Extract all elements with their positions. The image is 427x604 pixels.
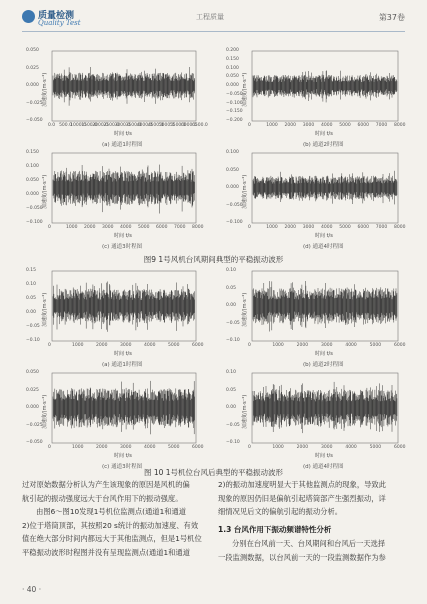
x-tick-label: 5000 [339, 225, 351, 230]
figure9-panel-2 [22, 152, 202, 252]
waveform-signal [253, 70, 397, 102]
y-tick-label: 0.15 [26, 268, 37, 273]
y-tick-label: −0.05 [26, 324, 40, 329]
figure9-panel-3 [222, 152, 404, 252]
y-tick-label: 0.00 [26, 310, 37, 315]
y-tick-label: 0.00 [226, 405, 237, 410]
subfigure-caption: (b) 通道2时程图 [303, 142, 344, 148]
x-tick-label: 2000 [96, 445, 108, 450]
figure10-panel-1 [222, 270, 404, 370]
x-axis-label: 时间 t/s [315, 351, 333, 357]
y-tick-label: 0.050 [26, 370, 39, 375]
x-tick-label: 1000 [272, 445, 284, 450]
text-line: 一段监测数据，以台风前一天的一段监测数据作为参 [218, 552, 386, 562]
y-tick-label: −0.100 [226, 100, 243, 106]
journal-logo-icon [22, 10, 35, 23]
y-tick-label: 0.050 [26, 48, 39, 53]
y-tick-label: 0.000 [226, 185, 239, 190]
x-tick-label: 2000 [296, 445, 309, 450]
y-tick-label: 0.050 [226, 74, 239, 80]
text-line: 2)的振动加速度明显大于其他监测点的现象，导致此 [218, 480, 387, 489]
x-tick-label: 6000 [394, 343, 406, 348]
text-line: 由图6～图10发现1号机位监测点(通道1和通道 [36, 507, 187, 516]
x-tick-label: 4000 [345, 445, 357, 450]
y-tick-label: 0.000 [26, 405, 39, 410]
text-line: 现象的原因仍旧是偏航引起塔筒部产生强烈振动，详 [218, 493, 386, 503]
y-tick-label: −0.050 [26, 440, 43, 445]
x-tick-label: 0 [48, 445, 51, 450]
waveform-plot [222, 372, 404, 444]
x-axis-label: 时间 t/s [315, 131, 333, 137]
figure9-panel-0 [22, 48, 208, 150]
y-tick-label: 0.00 [226, 303, 237, 308]
x-tick-label: 0 [48, 343, 51, 348]
waveform-plot [22, 270, 202, 342]
y-tick-label: 0.100 [226, 150, 239, 155]
x-tick-label: 2000 [96, 343, 108, 348]
y-tick-label: −0.200 [226, 118, 243, 123]
y-tick-label: 0.05 [226, 387, 237, 393]
journal-name-cn: 质量检测 [38, 11, 75, 21]
y-tick-label: 0.10 [226, 370, 237, 375]
waveform-signal [253, 281, 397, 332]
waveform-signal [253, 382, 397, 433]
x-axis-label: 时间 t/s [315, 233, 333, 239]
waveform-plot [222, 152, 404, 224]
figure9-panel-1 [222, 50, 404, 150]
y-tick-label: 0.050 [226, 167, 239, 173]
subfigure-caption: (c) 通道3时程图 [102, 244, 143, 250]
y-tick-label: −0.025 [26, 100, 43, 106]
x-axis-label: 时间 t/s [114, 453, 132, 459]
y-axis-label: 加速度/(m·s⁻²) [42, 72, 48, 107]
x-tick-label: 5000 [138, 225, 150, 230]
x-tick-label: 0 [248, 445, 251, 450]
y-tick-label: −0.10 [26, 338, 40, 343]
text-line: 分别在台风前一天、台风期间和台风后一天选择 [232, 539, 386, 548]
figure-9-caption: 图9 1号风机台风期间典型的平稳振动波形 [143, 255, 284, 264]
x-tick-label: 5000 [168, 343, 180, 348]
x-tick-label: 500.0 [59, 123, 72, 128]
x-tick-label: 4000 [345, 343, 357, 348]
x-tick-label: 7000 [174, 225, 186, 230]
x-tick-label: 3000 [321, 445, 333, 450]
x-tick-label: 4000.0 [136, 123, 153, 128]
x-axis-label: 时间 t/s [114, 233, 132, 239]
y-tick-label: −0.050 [26, 206, 43, 211]
waveform-signal [53, 67, 195, 106]
text-line: 细情况见后文的偏航引起的振动分析。 [218, 507, 343, 516]
section-title-header: 工程质量 [196, 13, 224, 21]
body-text-right [218, 478, 386, 519]
x-tick-label: 2500.0 [103, 123, 120, 128]
x-tick-label: 2000 [284, 123, 296, 128]
x-tick-label: 0.0 [48, 123, 56, 128]
y-tick-label: 0.150 [226, 56, 239, 62]
x-tick-label: 4000 [321, 225, 333, 230]
text-line: 过对原始数据分析认为产生该现象的原因是风机的偏 [22, 480, 190, 489]
x-axis-label: 时间 t/s [114, 351, 132, 357]
x-tick-label: 4500.0 [147, 123, 164, 128]
figure10-panel-3 [222, 372, 404, 472]
subfigure-caption: (c) 通道3时程图 [102, 464, 143, 470]
y-tick-label: 0.150 [26, 150, 39, 155]
y-tick-label: −0.100 [26, 220, 43, 225]
journal-name-en: Quality Test [38, 19, 81, 27]
text-line: 值在绝大部分时间内都远大于其他监测点，但是1号机位 [22, 534, 202, 543]
section-heading: 1.3 台风作用下振动频谱特性分析 [218, 525, 332, 534]
subfigure-caption: (a) 通道1时程图 [102, 142, 143, 148]
x-tick-label: 0 [248, 343, 251, 348]
header-divider [22, 31, 405, 32]
x-tick-label: 5000.0 [158, 123, 175, 128]
y-tick-label: 0.10 [26, 282, 37, 287]
x-tick-label: 1000 [72, 445, 84, 450]
waveform-plot [22, 372, 202, 444]
x-tick-label: 2000 [284, 225, 296, 230]
body-text-left [22, 478, 202, 559]
y-tick-label: −0.10 [226, 440, 240, 445]
waveform-signal [53, 381, 195, 434]
x-tick-label: 1000 [66, 225, 78, 230]
x-axis-label: 时间 t/s [114, 131, 132, 137]
figure10-panel-0 [22, 270, 202, 370]
x-tick-label: 5000 [369, 445, 382, 450]
x-tick-label: 4000 [144, 445, 156, 450]
waveform-plot [22, 50, 202, 122]
waveform-plot [222, 270, 404, 342]
waveform-plot [22, 152, 202, 224]
x-tick-label: 5000 [168, 445, 180, 450]
y-axis-label: 加速度/(m·s⁻²) [242, 174, 248, 209]
subfigure-caption: (a) 通道1时程图 [102, 362, 143, 368]
x-tick-label: 4000 [321, 123, 333, 128]
waveform-signal [253, 171, 397, 205]
x-tick-label: 2000 [296, 343, 309, 348]
y-tick-label: −0.050 [26, 118, 43, 123]
y-tick-label: 0.050 [26, 178, 39, 183]
x-tick-label: 6500.0 [192, 123, 208, 128]
waveform-signal [53, 282, 195, 332]
x-tick-label: 6000.0 [180, 123, 197, 128]
text-line: 航引起的振动强度远大于台风作用下的振动强度。 [22, 493, 183, 503]
x-tick-label: 5000 [339, 123, 351, 128]
x-tick-label: 3000 [120, 343, 132, 348]
x-tick-label: 2000 [84, 225, 96, 230]
x-tick-label: 8000 [394, 123, 406, 128]
y-tick-label: −0.100 [226, 220, 243, 225]
body-text-right-2 [218, 537, 386, 564]
y-axis-label: 加速度/(m·s⁻²) [42, 394, 48, 429]
x-tick-label: 3000 [102, 225, 114, 230]
x-tick-label: 8000 [192, 225, 204, 230]
x-tick-label: 2000.0 [92, 123, 109, 128]
y-axis-label: 加速度/(m·s⁻²) [242, 72, 248, 107]
y-tick-label: 0.000 [26, 83, 39, 88]
x-tick-label: 0 [48, 225, 51, 230]
x-tick-label: 3000 [120, 445, 132, 450]
y-tick-label: 0.025 [26, 65, 39, 71]
y-tick-label: −0.10 [226, 338, 240, 343]
text-line: 2)位于塔筒顶部，其按照20 s统计的振动加速度、有效 [22, 520, 199, 530]
figure10-panel-2 [22, 372, 202, 472]
page-number: · 40 · [22, 585, 42, 594]
x-tick-label: 4000 [144, 343, 156, 348]
x-tick-label: 3000.0 [114, 123, 131, 128]
subfigure-caption: (d) 通道4时程图 [303, 244, 344, 250]
x-tick-label: 0 [248, 225, 251, 230]
x-tick-label: 4000 [120, 225, 132, 230]
x-tick-label: 5000 [369, 343, 382, 348]
y-tick-label: −0.050 [226, 202, 243, 208]
y-tick-label: −0.025 [26, 422, 43, 428]
y-tick-label: −0.05 [226, 422, 240, 428]
y-axis-label: 加速度/(m·s⁻²) [42, 174, 48, 209]
x-tick-label: 6000 [357, 225, 369, 230]
subfigure-caption: (b) 通道2时程图 [303, 362, 344, 368]
y-tick-label: 0.05 [226, 285, 237, 291]
waveform-plot [222, 50, 404, 122]
x-tick-label: 3000 [302, 225, 315, 230]
x-tick-label: 0 [248, 123, 251, 128]
y-axis-label: 加速度/(m·s⁻²) [242, 292, 248, 327]
x-tick-label: 6000 [192, 343, 204, 348]
x-tick-label: 3000 [302, 123, 315, 128]
y-tick-label: 0.100 [226, 65, 239, 71]
y-tick-label: −0.050 [226, 91, 243, 97]
x-tick-label: 1000.0 [70, 123, 86, 128]
x-tick-label: 6000 [357, 123, 369, 128]
y-tick-label: 0.000 [26, 192, 39, 197]
y-tick-label: 0.200 [226, 48, 239, 53]
y-axis-label: 加速度/(m·s⁻²) [42, 292, 48, 327]
page-header [0, 0, 427, 38]
y-tick-label: −0.150 [226, 109, 243, 115]
x-tick-label: 3500.0 [125, 123, 142, 128]
y-axis-label: 加速度/(m·s⁻²) [242, 394, 248, 429]
x-tick-label: 1000 [266, 123, 278, 128]
x-tick-label: 6000 [192, 445, 204, 450]
x-tick-label: 6000 [394, 445, 406, 450]
x-axis-label: 时间 t/s [315, 453, 333, 459]
x-tick-label: 1000 [266, 225, 278, 230]
volume-label: 第37卷 [378, 13, 405, 22]
x-tick-label: 5500.0 [169, 123, 186, 128]
y-tick-label: 0.025 [26, 387, 39, 393]
x-tick-label: 1000 [72, 343, 84, 348]
subfigure-caption: (d) 通道4时程图 [303, 464, 344, 470]
waveform-signal [53, 165, 195, 214]
x-tick-label: 1500.0 [81, 123, 97, 128]
x-tick-label: 7000 [375, 123, 388, 128]
y-tick-label: 0.100 [26, 164, 39, 169]
x-tick-label: 8000 [394, 225, 406, 230]
figure-10-caption: 图 10 1号机位台风后典型的平稳振动波形 [143, 468, 284, 477]
y-tick-label: 0.10 [226, 268, 237, 273]
x-tick-label: 1000 [272, 343, 284, 348]
x-tick-label: 3000 [321, 343, 333, 348]
y-tick-label: −0.05 [226, 320, 240, 326]
y-tick-label: 0.000 [226, 83, 239, 88]
text-line: 平稳振动波形时程图并没有呈现监测点(通道1和通道 [22, 547, 191, 557]
x-tick-label: 6000 [156, 225, 168, 230]
y-tick-label: 0.05 [26, 296, 37, 301]
x-tick-label: 7000 [375, 225, 388, 230]
